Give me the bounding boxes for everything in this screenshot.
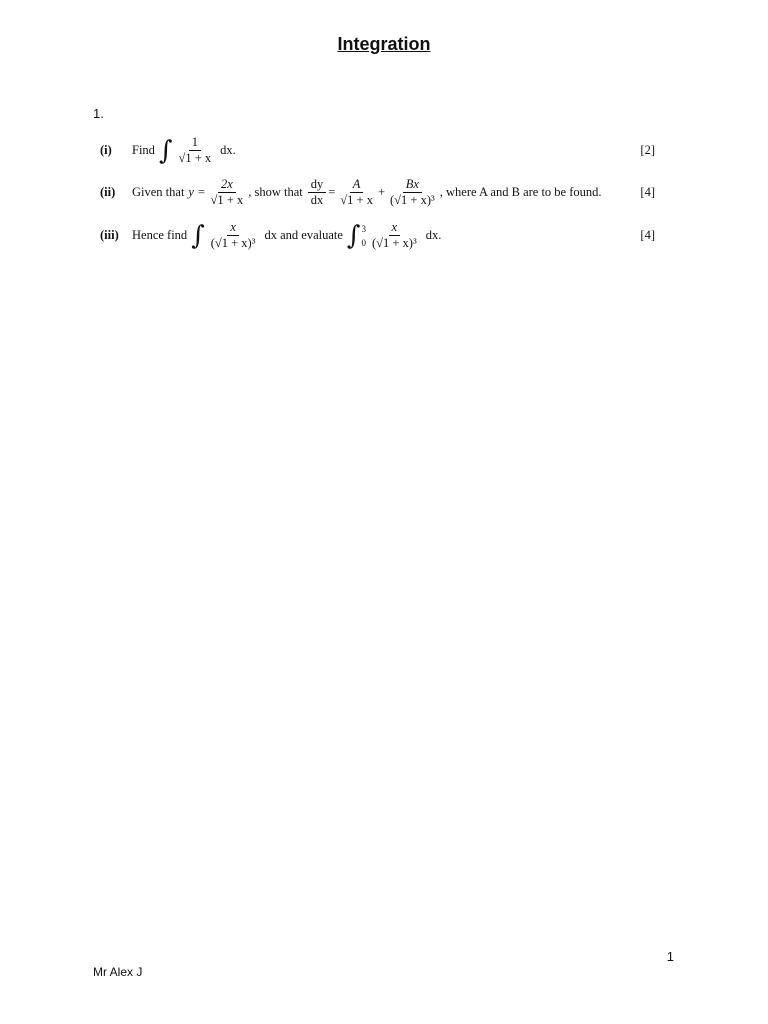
part-text: Hence find <box>132 228 188 242</box>
fraction-denominator: (√1 + x)³ <box>371 236 417 250</box>
a-fraction <box>337 178 376 207</box>
author-name: Mr Alex J <box>93 965 143 979</box>
math-operator: = <box>328 185 336 199</box>
integrand-fraction <box>369 221 420 250</box>
part-text: Given that <box>132 185 185 199</box>
integral-sign: ∫ <box>346 220 361 251</box>
marks-label: [2] <box>640 143 655 157</box>
fraction-numerator: A <box>350 178 364 193</box>
fraction-numerator: 1 <box>189 136 201 151</box>
y-fraction <box>208 178 247 207</box>
marks-label: [4] <box>640 185 655 199</box>
page-title: Integration <box>337 34 431 54</box>
fraction-denominator: √1 + x <box>340 193 373 207</box>
fraction-denominator: √1 + x <box>210 193 244 207</box>
integrand-fraction <box>208 221 259 250</box>
part-text: dx and evaluate <box>264 228 343 242</box>
question-part-ii <box>100 178 655 207</box>
fraction-numerator: x <box>227 221 239 236</box>
part-text: dx. <box>425 228 442 242</box>
question-number: 1. <box>93 106 104 121</box>
question-part-iii <box>100 221 655 250</box>
fraction-denominator: (√1 + x)³ <box>210 236 256 250</box>
fraction-denominator: √1 + x <box>178 151 212 165</box>
part-text: , where A and B are to be found. <box>439 185 602 199</box>
integrand-fraction <box>175 136 214 165</box>
question-part-i <box>100 136 655 165</box>
part-text: dx. <box>220 143 236 157</box>
fraction-numerator: x <box>389 221 401 236</box>
upper-limit: 3 <box>361 223 366 234</box>
part-text: Find <box>132 143 155 157</box>
part-label: (i) <box>100 143 112 157</box>
fraction-numerator: dy <box>308 178 327 193</box>
page-number: 1 <box>666 949 674 964</box>
fraction-denominator: dx <box>310 193 324 207</box>
part-label: (ii) <box>100 185 116 199</box>
integral-limits <box>361 222 366 250</box>
integral-sign: ∫ <box>158 135 173 166</box>
fraction-numerator: 2x <box>218 178 236 193</box>
b-fraction <box>387 178 438 207</box>
fraction-denominator: (√1 + x)³ <box>390 193 435 207</box>
lower-limit: 0 <box>361 237 366 248</box>
part-text: , show that <box>248 185 303 199</box>
math-operator: + <box>377 185 386 199</box>
derivative-fraction <box>308 178 327 207</box>
marks-label: [4] <box>640 228 655 242</box>
integral-sign: ∫ <box>191 220 205 251</box>
math-expression: y = <box>188 185 206 199</box>
part-label: (iii) <box>100 228 119 242</box>
fraction-numerator: Bx <box>403 178 422 193</box>
